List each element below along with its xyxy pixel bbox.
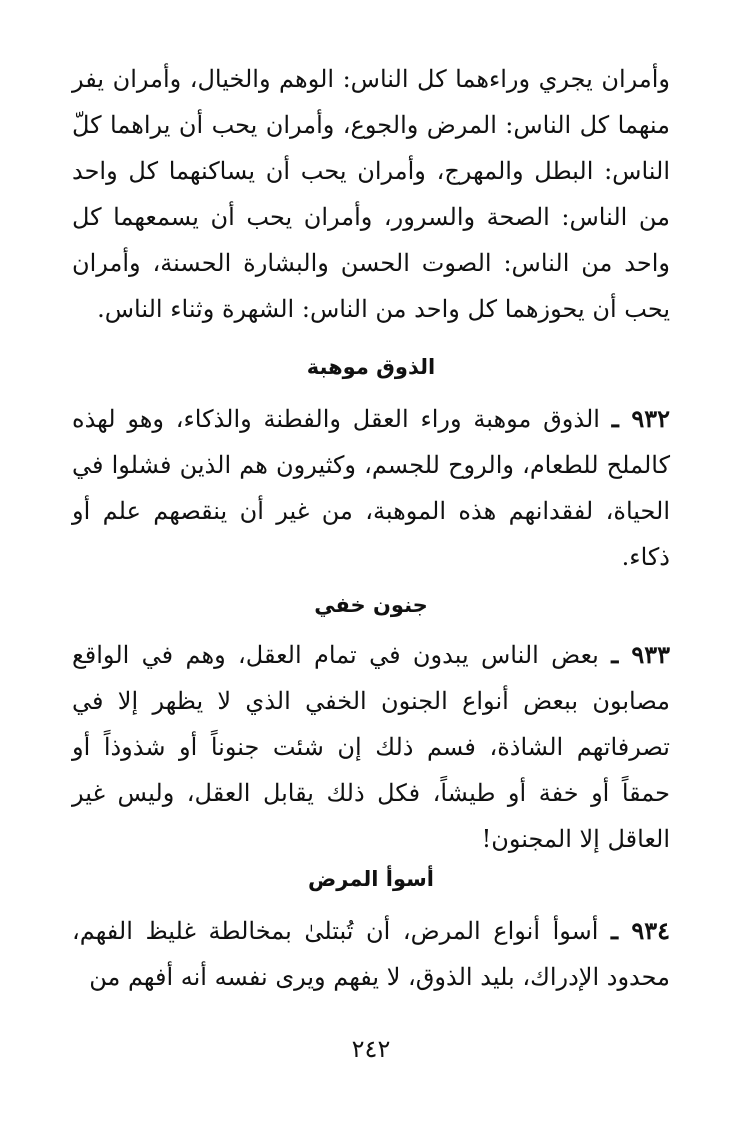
- paragraph-number: ٩٣٢ ـ: [611, 404, 670, 433]
- paragraph-number: ٩٣٣ ـ: [611, 640, 670, 669]
- paragraph-text: بعض الناس يبدون في تمام العقل، وهم في الواقع مصابون ببعض أنواع الجنون الخفي الذي لا يظهر إلا في تصرفاتهم الشاذة، فسم ذلك إن شئت جنوناً أو شذوذاً أو حمقاً أو خفة أو طيشاً، فكل ذلك يقابل العقل، وليس غير العاقل إلا المجنون!: [72, 641, 671, 853]
- paragraph-text: الذوق موهبة وراء العقل والفطنة والذكاء، وهو لهذه كالملح للطعام، والروح للجسم، وكثيرون هم الذين فشلوا في الحياة، لفقدانهم هذه الموهبة، من غير أن ينقصهم علم أو ذكاء.: [72, 405, 670, 571]
- section-heading-taste: الذوق موهبة: [306, 355, 436, 379]
- intro-paragraph: وأمران يجري وراءهما كل الناس: الوهم والخيال، وأمران يفر منهما كل الناس: المرض والجوع، وأمران يحب أن يراهما كلّ الناس: البطل والمهرج، وأمران يحب أن يساكنهما كل واحد من الناس: الصحة والسرور، وأمران يحب أن يسمعهما كل واحد من الناس: الصوت الحسن والبشارة الحسنة، وأمران يحب أن يحوزهما كل واحد من الناس: الشهرة وثناء الناس.: [72, 65, 670, 323]
- paragraph-933: [72, 632, 670, 862]
- page-number: ٢٤٢: [351, 1035, 391, 1063]
- paragraph-number: ٩٣٤ ـ: [610, 916, 670, 945]
- paragraph-934: [72, 908, 670, 1000]
- section-heading-worst-illness: أسوأ المرض: [308, 867, 434, 891]
- paragraph-text: أسوأ أنواع المرض، أن تُبتلىٰ بمخالطة غليظ الفهم، محدود الإدراك، بليد الذوق، لا يفهم ويرى نفسه أنه أفهم من: [72, 917, 670, 991]
- paragraph-932: [72, 396, 670, 580]
- section-heading-hidden-madness: جنون خفي: [314, 593, 428, 617]
